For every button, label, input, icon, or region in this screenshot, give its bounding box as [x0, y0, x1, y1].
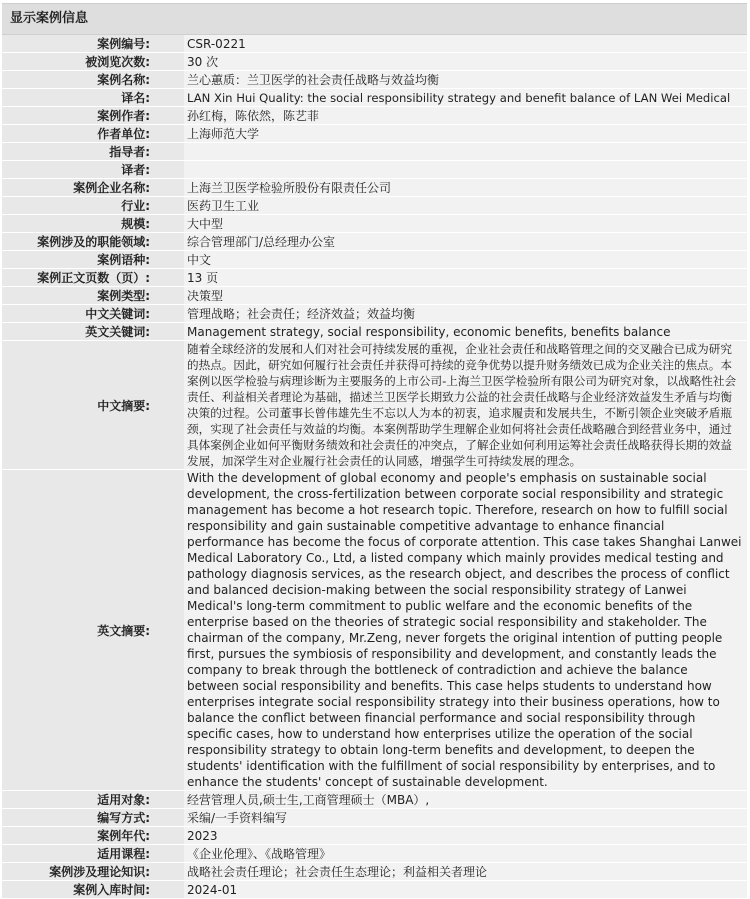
value-theory: 战略社会责任理论；社会责任生态理论；利益相关者理论	[184, 863, 747, 881]
label-translated-name: 译名:	[2, 89, 184, 107]
row-cn-abstract	[2, 341, 747, 470]
label-writing-method: 编写方式:	[2, 809, 184, 827]
value-language: 中文	[184, 251, 747, 269]
label-case-id: 案例编号:	[2, 35, 184, 53]
label-case-year: 案例年代:	[2, 827, 184, 845]
label-authors: 案例作者:	[2, 107, 184, 125]
label-language: 案例语种:	[2, 251, 184, 269]
value-author-unit: 上海师范大学	[184, 125, 747, 143]
label-courses: 适用课程:	[2, 845, 184, 863]
label-cn-abstract: 中文摘要:	[2, 341, 184, 470]
label-page-count: 案例正文页数（页）:	[2, 269, 184, 287]
row-audience	[2, 791, 747, 809]
value-writing-method: 采编/一手资料编写	[184, 809, 747, 827]
value-cn-keywords: 管理战略；社会责任；经济效益；效益均衡	[184, 305, 747, 323]
value-authors: 孙红梅，陈依然，陈艺菲	[184, 107, 747, 125]
value-en-abstract: With the development of global economy and people's emphasis on sustainable social development, the cross-fertilization between corporate social responsibility and strategic management has become a hot research topic. Therefore, research on how to fulfill social responsibility and gain sustainable competitive advantage to enhance financial performance has become the focus of corporate attention. This case takes Shanghai Lanwei Medical Laboratory Co., Ltd, a listed company which mainly provides medical testing and pathology diagnosis services, as the research object, and describes the process of conflict and balanced decision-making between the social responsibility strategy of Lanwei Medical's long-term commitment to public welfare and the economic benefits of the enterprise based on the theories of strategic social responsibility and stakeholder. The chairman of the company, Mr.Zeng, never forgets the original intention of putting people first, pursues the symbiosis of responsibility and development, and constantly leads the company to break through the bottleneck of contradiction and achieve the balance between social responsibility and benefits. This case helps students to understand how enterprises integrate social responsibility strategy into their business operations, how to balance the conflict between financial performance and social responsibility through specific cases, how to understand how enterprises utilize the operation of the social responsibility strategy to obtain long-term benefits and development, to deepen the students' identification with the fulfillment of social responsibility by enterprises, and to enhance the students' concept of sustainable development.	[184, 470, 747, 791]
row-authors	[2, 107, 747, 125]
row-scale	[2, 215, 747, 233]
row-author-unit	[2, 125, 747, 143]
row-entry-date	[2, 881, 747, 899]
value-case-year: 2023	[184, 827, 747, 845]
value-advisor	[184, 143, 747, 161]
label-advisor: 指导者:	[2, 143, 184, 161]
label-audience: 适用对象:	[2, 791, 184, 809]
value-en-keywords: Management strategy, social responsibility, economic benefits, benefits balance	[184, 323, 747, 341]
row-en-keywords	[2, 323, 747, 341]
label-en-abstract: 英文摘要:	[2, 470, 184, 791]
label-translator: 译者:	[2, 161, 184, 179]
label-theory: 案例涉及理论知识:	[2, 863, 184, 881]
row-theory	[2, 863, 747, 881]
row-case-year	[2, 827, 747, 845]
label-company-name: 案例企业名称:	[2, 179, 184, 197]
value-view-count: 30 次	[184, 53, 747, 71]
label-scale: 规模:	[2, 215, 184, 233]
value-industry: 医药卫生工业	[184, 197, 747, 215]
row-translator	[2, 161, 747, 179]
label-view-count: 被浏览次数:	[2, 53, 184, 71]
row-writing-method	[2, 809, 747, 827]
value-entry-date: 2024-01	[184, 881, 747, 899]
row-industry	[2, 197, 747, 215]
value-functional-area: 综合管理部门/总经理办公室	[184, 233, 747, 251]
label-case-type: 案例类型:	[2, 287, 184, 305]
label-functional-area: 案例涉及的职能领域:	[2, 233, 184, 251]
row-advisor	[2, 143, 747, 161]
value-scale: 大中型	[184, 215, 747, 233]
value-page-count: 13 页	[184, 269, 747, 287]
row-translated-name	[2, 89, 747, 107]
label-industry: 行业:	[2, 197, 184, 215]
value-translated-name: LAN Xin Hui Quality: the social responsibility strategy and benefit balance of LAN Wei Medical	[184, 89, 747, 107]
row-language	[2, 251, 747, 269]
row-case-type	[2, 287, 747, 305]
label-entry-date: 案例入库时间:	[2, 881, 184, 899]
case-info-table	[2, 35, 747, 899]
row-en-abstract	[2, 470, 747, 791]
label-author-unit: 作者单位:	[2, 125, 184, 143]
value-audience: 经营管理人员,硕士生,工商管理硕士（MBA）,	[184, 791, 747, 809]
case-info-panel	[2, 3, 747, 899]
row-functional-area	[2, 233, 747, 251]
panel-title: 显示案例信息	[2, 3, 747, 35]
value-translator	[184, 161, 747, 179]
row-courses	[2, 845, 747, 863]
row-company-name	[2, 179, 747, 197]
row-page-count	[2, 269, 747, 287]
row-view-count	[2, 53, 747, 71]
row-case-name	[2, 71, 747, 89]
value-case-type: 决策型	[184, 287, 747, 305]
label-cn-keywords: 中文关键词:	[2, 305, 184, 323]
label-en-keywords: 英文关键词:	[2, 323, 184, 341]
value-courses: 《企业伦理》、《战略管理》	[184, 845, 747, 863]
value-case-id: CSR-0221	[184, 35, 747, 53]
row-cn-keywords	[2, 305, 747, 323]
value-company-name: 上海兰卫医学检验所股份有限责任公司	[184, 179, 747, 197]
row-case-id	[2, 35, 747, 53]
value-cn-abstract: 随着全球经济的发展和人们对社会可持续发展的重视，企业社会责任和战略管理之间的交叉融合已成为研究的热点。因此，研究如何履行社会责任并获得可持续的竞争优势以提升财务绩效已成为企业关注的焦点。本案例以医学检验与病理诊断为主要服务的上市公司-上海兰卫医学检验所有限公司为研究对象，以战略性社会责任、利益相关者理论为基础，描述兰卫医学长期致力公益的社会责任战略与企业经济效益发生矛盾与均衡决策的过程。公司董事长曾伟雄先生不忘以人为本的初衷，追求履责和发展共生，不断引领企业突破矛盾瓶颈，实现了社会责任与效益的均衡。本案例帮助学生理解企业如何将社会责任战略融合到经营业务中，通过具体案例企业如何平衡财务绩效和社会责任的冲突点，了解企业如何利用运筹社会责任战略获得长期的效益发展，加深学生对企业履行社会责任的认同感，增强学生可持续发展的理念。	[184, 341, 747, 470]
label-case-name: 案例名称:	[2, 71, 184, 89]
value-case-name: 兰心蕙质：兰卫医学的社会责任战略与效益均衡	[184, 71, 747, 89]
